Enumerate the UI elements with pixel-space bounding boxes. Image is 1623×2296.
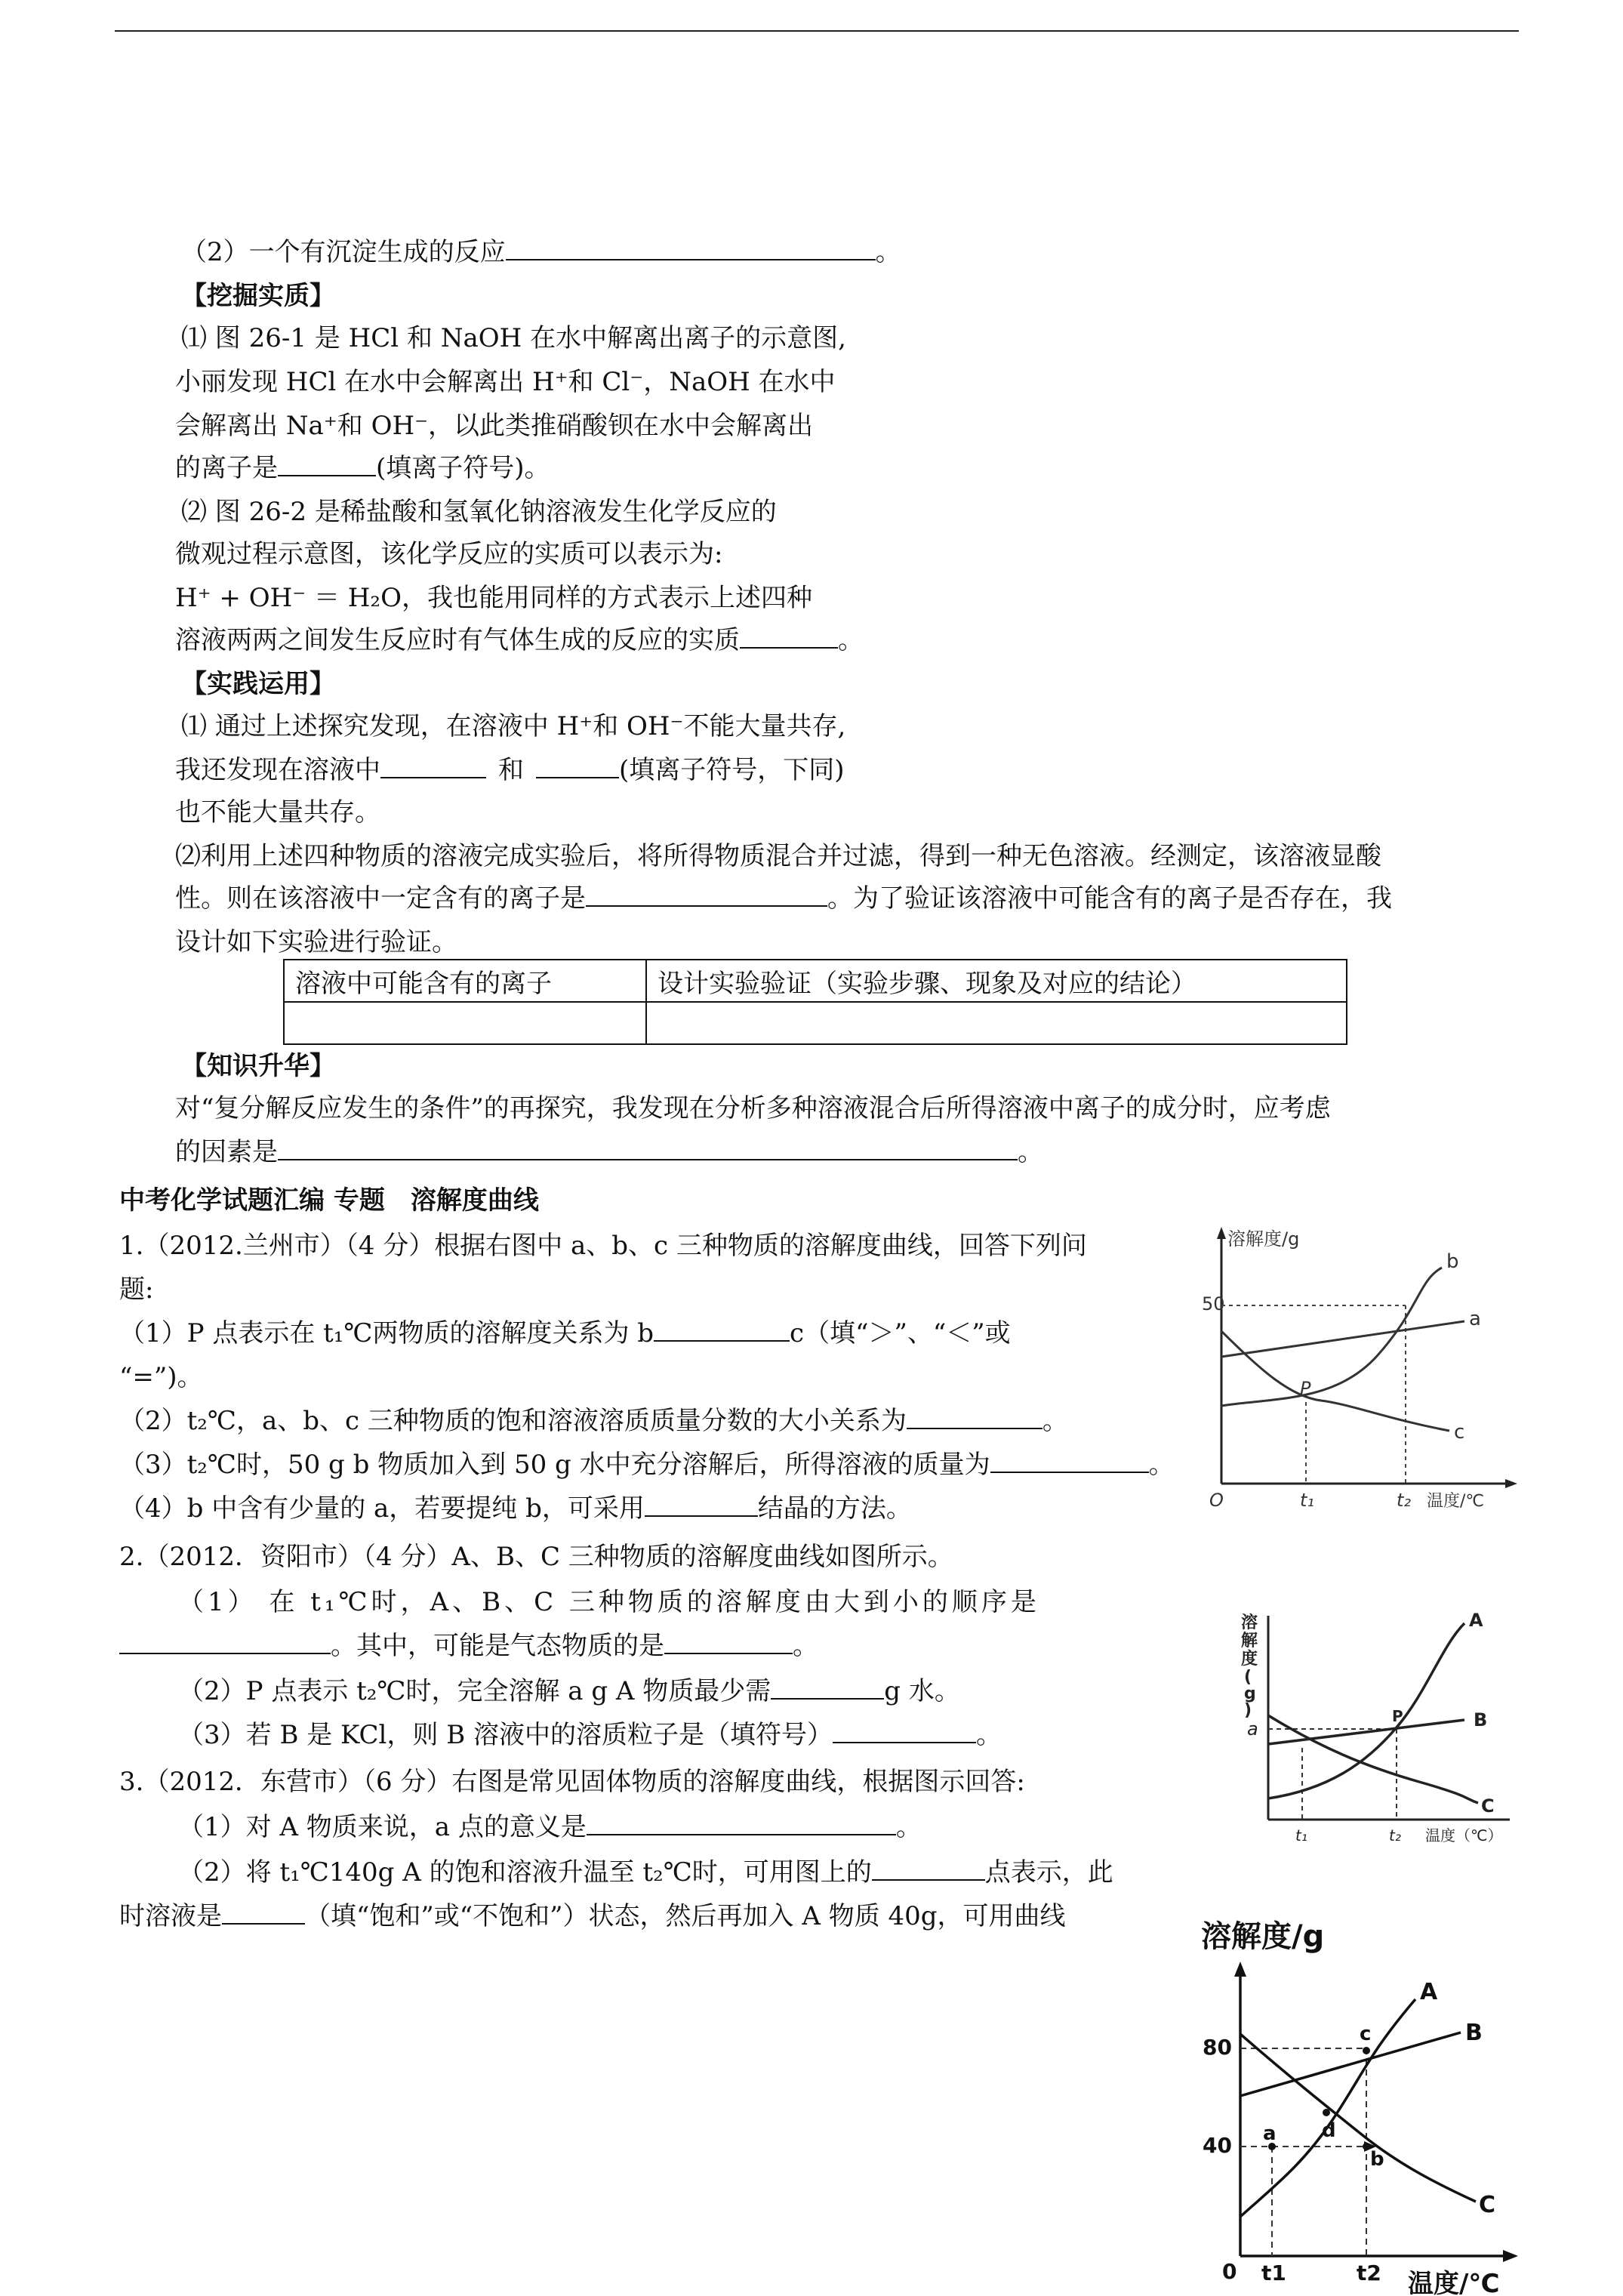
solubility-chart-2 [1238,1601,1525,1857]
answer-blank[interactable] [586,883,827,907]
answer-blank[interactable] [645,1493,758,1517]
text-line: （2）t₂℃，a、b、c 三种物质的饱和溶液溶质质量分数的大小关系为 。 [119,1406,1068,1436]
curve-b [1221,1268,1442,1406]
tick-label-a: a [1247,1718,1258,1740]
point-b [1363,2143,1370,2150]
text-line: 我还发现在溶液中 和 (填离子符号，下同) [175,755,845,785]
label-p: P [1392,1707,1403,1725]
header-rule [115,30,1519,32]
section-title: 中考化学试题汇编 专题 溶解度曲线 [119,1185,539,1216]
text-line: 小丽发现 HCl 在水中会解离出 H⁺和 Cl⁻，NaOH 在水中 [175,367,836,397]
label-b: b [1370,2148,1384,2171]
solubility-chart-1 [1202,1219,1525,1536]
y-axis-label: 溶解度/g [1227,1228,1300,1250]
answer-blank[interactable] [587,1811,896,1835]
tick-label-t2: t₂ [1397,1490,1412,1511]
answer-blank[interactable] [278,452,376,476]
text-line: ⑴ 通过上述探究发现，在溶液中 H⁺和 OH⁻不能大量共存, [181,711,846,741]
origin-label: O [1209,1490,1224,1511]
x-axis-arrow [1503,2250,1518,2262]
x-axis-label: 温度/℃ [1427,1492,1485,1511]
text-line: 的离子是 (填离子符号)。 [175,453,550,483]
y-axis-label: 解 [1241,1632,1258,1650]
label-C: C [1479,2192,1496,2218]
label-b: b [1446,1250,1459,1273]
text-line: “=”)。 [119,1362,203,1392]
text-line: 性。则在该溶液中一定含有的离子是 。为了验证该溶液中可能含有的离子是否存在，我 [175,883,1392,914]
answer-blank[interactable] [740,624,838,649]
answer-blank[interactable] [119,1630,331,1654]
label-p: P [1300,1378,1311,1399]
tick-label-t2: t2 [1357,2261,1381,2285]
tick-label-80: 80 [1203,2035,1232,2060]
curve-B [1240,2032,1461,2096]
question-3: 3.（2012．东营市）（6 分）右图是常见固体物质的溶解度曲线，根据图示回答: [119,1767,1025,1797]
question-1: 1.（2012.兰州市）（4 分）根据右图中 a、b、c 三种物质的溶解度曲线，回答下列问 [119,1231,1087,1261]
answer-blank[interactable] [872,1857,985,1881]
table-cell[interactable] [646,1002,1347,1044]
curve-c [1221,1331,1449,1431]
y-axis-arrow [1217,1227,1226,1239]
y-axis-label: 溶解度/g [1201,1919,1325,1954]
label-c: c [1454,1421,1465,1444]
reaction-precipitate-line: （2）一个有沉淀生成的反应 。 [181,237,901,267]
answer-blank[interactable] [771,1675,884,1700]
text-line: 题: [119,1274,154,1305]
tick-label-t1: t₁ [1300,1490,1315,1511]
answer-blank[interactable] [536,754,619,778]
table-cell[interactable] [284,1002,646,1044]
x-axis-arrow [1505,1479,1517,1488]
text-line: 对“复分解反应发生的条件”的再探究，我发现在分析多种溶液混合后所得溶液中离子的成分时，应考虑 [175,1093,1331,1123]
y-axis-label: ) [1244,1701,1252,1720]
curve-a [1221,1321,1464,1357]
point-c [1363,2047,1370,2054]
answer-blank[interactable] [222,1900,305,1925]
heading-mine: 【挖掘实质】 [181,281,335,311]
label-B: B [1465,2020,1483,2046]
text-line: 设计如下实验进行验证。 [175,927,457,957]
y-axis-label: ( [1244,1668,1252,1687]
label-a: a [1263,2122,1277,2145]
text-line: ⑴ 图 26-1 是 HCl 和 NaOH 在水中解离出离子的示意图, [181,323,846,353]
text-line: 时溶液是 （填“饱和”或“不饱和”）状态，然后再加入 A 物质 40g，可用曲线 [119,1901,1066,1931]
label-a: a [1469,1308,1481,1330]
answer-blank[interactable] [278,1136,1018,1160]
text-line: 溶液两两之间发生反应时有气体生成的反应的实质 。 [175,625,864,655]
answer-blank[interactable] [664,1630,793,1654]
text-line: （1）对 A 物质来说，a 点的意义是 。 [178,1812,922,1842]
answer-blank[interactable] [833,1719,976,1743]
heading-practice: 【实践运用】 [181,669,335,699]
text-line: （3）t₂℃时，50 g b 物质加入到 50 g 水中充分溶解后，所得溶液的质量为 。 [119,1450,1175,1480]
text-line: （1） 在 t₁℃时，A、B、C 三种物质的溶解度由大到小的顺序是 [178,1587,1040,1617]
answer-blank[interactable] [654,1318,790,1342]
text-line: 会解离出 Na⁺和 OH⁻，以此类推硝酸钡在水中会解离出 [175,411,814,441]
label-c: c [1360,2023,1372,2045]
tick-label-50: 50 [1202,1293,1225,1314]
answer-blank[interactable] [380,754,486,778]
text-line: H⁺ + OH⁻ ＝ H₂O，我也能用同样的方式表示上述四种 [175,583,812,613]
tick-label-t2: t₂ [1389,1826,1401,1845]
text-line: （2）P 点表示 t₂℃时，完全溶解 a g A 物质最少需 g 水。 [178,1676,960,1706]
answer-blank[interactable] [506,236,876,260]
curve-C [1240,2034,1476,2202]
y-axis-label: 度 [1241,1650,1258,1669]
table-header: 设计实验验证（实验步骤、现象及对应的结论） [646,960,1347,1002]
answer-blank[interactable] [990,1449,1149,1473]
text-line: 。其中，可能是气态物质的是 。 [119,1629,818,1663]
text-line: （3）若 B 是 KCl，则 B 溶液中的溶质粒子是（填符号） 。 [178,1720,1002,1750]
text-line: 微观过程示意图，该化学反应的实质可以表示为: [175,539,723,569]
heading-knowledge: 【知识升华】 [181,1051,335,1081]
text-line: （4）b 中含有少量的 a，若要提纯 b，可采用 结晶的方法。 [119,1493,912,1524]
text-line: 也不能大量共存。 [175,797,380,827]
curve-A [1268,1623,1464,1798]
y-axis-label: g [1244,1684,1256,1703]
tick-label-t1: t1 [1261,2261,1286,2285]
point-d [1323,2109,1330,2116]
text-line: （1）P 点表示在 t₁℃两物质的溶解度关系为 b c（填“＞”、“＜”或 [119,1318,1011,1348]
origin-label: 0 [1222,2259,1237,2284]
label-A: A [1469,1610,1483,1631]
text-line: 的因素是 。 [175,1137,1043,1167]
text-line: ⑵利用上述四种物质的溶液完成实验后，将所得物质混合并过滤，得到一种无色溶液。经测定，该溶液显酸 [175,841,1381,871]
x-axis-label: 温度（℃） [1425,1826,1503,1845]
experiment-table [283,959,1347,1045]
solubility-chart-3 [1189,1916,1544,2294]
label-A: A [1420,1979,1438,2005]
table-header: 溶液中可能含有的离子 [284,960,646,1002]
x-axis-label: 温度/℃ [1408,2269,1500,2296]
label-d: d [1322,2119,1336,2142]
label-C: C [1481,1795,1495,1817]
label-B: B [1474,1709,1488,1730]
y-axis-arrow [1234,1962,1246,1977]
text-line: ⑵ 图 26-2 是稀盐酸和氢氧化钠溶液发生化学反应的 [181,497,777,527]
text-line: （2）将 t₁℃140g A 的饱和溶液升温至 t₂℃时，可用图上的 点表示，此 [178,1857,1113,1888]
answer-blank[interactable] [907,1405,1042,1429]
y-axis-label: 溶 [1241,1613,1258,1632]
tick-label-40: 40 [1203,2133,1232,2158]
tick-label-t1: t₁ [1295,1826,1307,1845]
curve-C [1268,1715,1478,1803]
question-2: 2.（2012．资阳市）（4 分）A、B、C 三种物质的溶解度曲线如图所示。 [119,1542,953,1572]
